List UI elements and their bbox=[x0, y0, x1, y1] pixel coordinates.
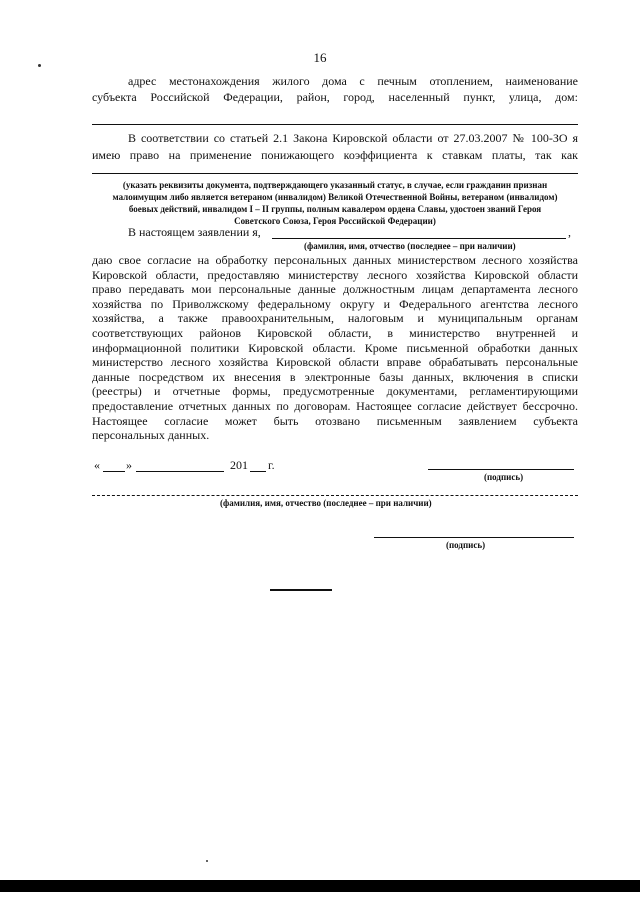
signature-caption-1: (подпись) bbox=[484, 472, 524, 482]
consent-line: хозяйства по Приволжскому федеральному округу и Федерального агентства лесного bbox=[92, 296, 578, 311]
consent-line: министерство лесного хозяйства Кировской области вправе обрабатывать персональные bbox=[92, 355, 578, 370]
date-day-field[interactable] bbox=[103, 471, 125, 472]
fio-caption: (фамилия, имя, отчество (последнее – при наличии) bbox=[220, 498, 432, 508]
statement-prefix: В настоящем заявлении я, bbox=[128, 225, 261, 239]
date-year-field[interactable] bbox=[250, 471, 266, 472]
applicant-name-field[interactable] bbox=[272, 238, 566, 239]
consent-line: (реестры) и отчетные формы, предусмотренные документами, регламентирующими bbox=[92, 384, 578, 399]
consent-line: право передавать мои персональные данные должностным лицам департамента лесного bbox=[92, 282, 578, 297]
address-fill-line bbox=[92, 124, 578, 125]
law-line-1: В соответствии со статьей 2.1 Закона Кировской области от 27.03.2007 № 100-ЗО я bbox=[128, 131, 578, 145]
signature-caption-2: (подпись) bbox=[446, 540, 486, 550]
status-note bbox=[92, 179, 578, 227]
end-divider bbox=[270, 589, 332, 591]
law-line-2: имею право на применение понижающего коэффициента к ставкам платы, так как bbox=[92, 148, 578, 162]
scan-speck bbox=[206, 860, 208, 862]
scan-edge-bar bbox=[0, 880, 640, 892]
scan-speck bbox=[38, 64, 41, 67]
signature-field-2[interactable] bbox=[374, 537, 574, 538]
statement-suffix: , bbox=[568, 225, 571, 239]
consent-line: соответствующих районов Кировской области, в министерство внутренней и bbox=[92, 325, 578, 340]
status-note-line-4: Советского Союза, Героя Российской Федерации) bbox=[234, 216, 436, 226]
consent-line: персональных данных. bbox=[92, 428, 210, 443]
date-close-quote: » bbox=[126, 458, 132, 472]
status-note-line-1: (указать реквизиты документа, подтверждающего указанный статус, в случае, если гражданин признан bbox=[122, 180, 548, 190]
date-year-prefix: 201 bbox=[230, 458, 248, 472]
signature-field-1[interactable] bbox=[428, 469, 574, 470]
address-line-1: адрес местонахождения жилого дома с печным отоплением, наименование bbox=[128, 74, 578, 88]
consent-line: Кировской области, предоставляю министерству лесного хозяйства Кировской области bbox=[92, 267, 578, 282]
consent-line: данные посредством их внесения в электронные базы данных, включения в списки bbox=[92, 369, 578, 384]
date-month-field[interactable] bbox=[136, 471, 224, 472]
date-year-suffix: г. bbox=[268, 458, 275, 472]
document-fill-line bbox=[92, 173, 578, 174]
consent-paragraph bbox=[92, 253, 578, 443]
applicant-name-caption: (фамилия, имя, отчество (последнее – при наличии) bbox=[304, 241, 516, 251]
status-note-line-3: боевых действий, инвалидом I – II группы, полным кавалером ордена Славы, удостоен званий Героя bbox=[128, 204, 542, 214]
consent-line: даю свое согласие на обработку персональных данных министерством лесного хозяйства bbox=[92, 253, 578, 267]
fio-field[interactable] bbox=[92, 495, 578, 496]
address-line-2: субъекта Российской Федерации, район, город, населенный пункт, улица, дом: bbox=[92, 90, 578, 104]
consent-line: Настоящее согласие может быть отозвано письменным заявлением субъекта bbox=[92, 413, 578, 428]
date-open-quote: « bbox=[94, 458, 100, 472]
status-note-line-2: малоимущим либо является ветераном (инвалидом) Великой Отечественной Войны, ветераном (инвалидом) bbox=[112, 192, 558, 202]
consent-line: хозяйства, а также правоохранительным, налоговым и муниципальным органам bbox=[92, 311, 578, 326]
consent-line: информационной политики Кировской области. Кроме письменной обработки данных bbox=[92, 340, 578, 355]
consent-line: предоставление отчетных данных по договорам. Настоящее согласие действует бессрочно. bbox=[92, 398, 578, 413]
page-number: 16 bbox=[313, 50, 327, 65]
